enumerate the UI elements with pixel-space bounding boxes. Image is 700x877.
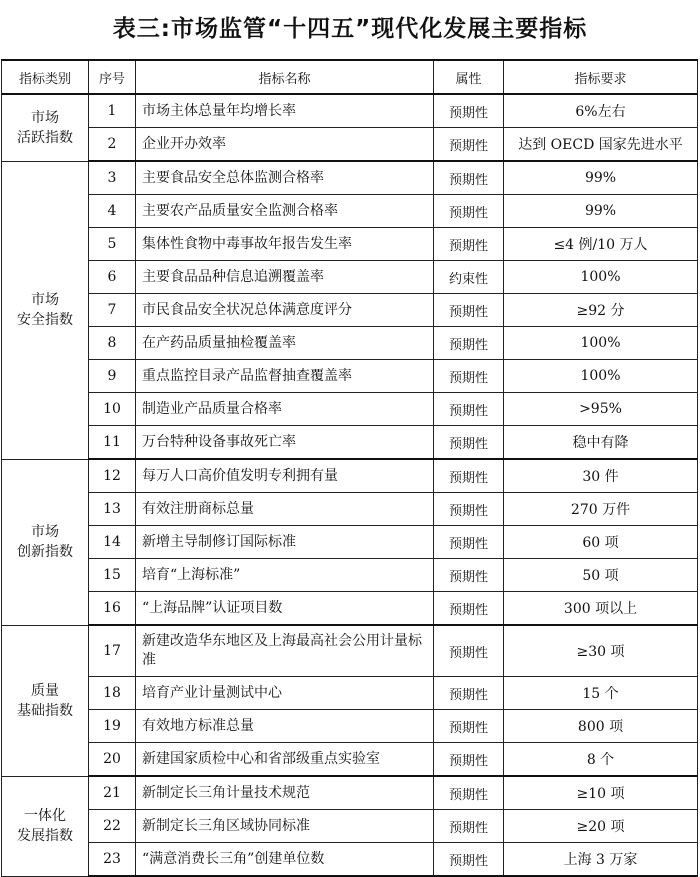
indicator-requirement: ≤4 例/10 万人 <box>504 228 698 261</box>
indicator-requirement: 稳中有降 <box>504 426 698 460</box>
row-number: 6 <box>89 261 136 294</box>
indicator-attribute: 预期性 <box>434 393 504 426</box>
indicator-name: “满意消费长三角”创建单位数 <box>136 843 434 877</box>
category-cell <box>2 94 89 161</box>
indicator-name: 新增主导制修订国际标准 <box>136 526 434 559</box>
document-title: 表三:市场监管“十四五”现代化发展主要指标 <box>112 16 588 42</box>
table-row <box>2 677 698 710</box>
indicator-name: 企业开办效率 <box>136 128 434 162</box>
row-number: 20 <box>89 743 136 777</box>
category-cell <box>2 459 89 625</box>
table-row <box>2 128 698 162</box>
indicator-name: 有效注册商标总量 <box>136 493 434 526</box>
header-name: 指标名称 <box>136 60 434 94</box>
indicator-attribute: 预期性 <box>434 743 504 777</box>
category-label-line: 市场 <box>31 292 59 308</box>
table-row <box>2 294 698 327</box>
row-number: 23 <box>89 843 136 877</box>
table-row <box>2 195 698 228</box>
indicator-requirement: ≥10 项 <box>504 776 698 810</box>
row-number: 12 <box>89 459 136 493</box>
category-label-line: 市场 <box>31 524 59 540</box>
table-row <box>2 161 698 195</box>
row-number: 19 <box>89 710 136 743</box>
table-header-row <box>2 60 698 94</box>
row-number: 1 <box>89 94 136 128</box>
row-number: 21 <box>89 776 136 810</box>
category-label-line: 创新指数 <box>17 544 73 560</box>
indicator-requirement: 30 件 <box>504 459 698 493</box>
indicator-requirement: ≥92 分 <box>504 294 698 327</box>
indicator-name: 主要食品安全总体监测合格率 <box>136 161 434 195</box>
indicator-name: 培育产业计量测试中心 <box>136 677 434 710</box>
indicator-requirement: 100% <box>504 360 698 393</box>
table-row <box>2 426 698 460</box>
category-label-line: 发展指数 <box>17 828 73 844</box>
indicator-attribute: 预期性 <box>434 776 504 810</box>
indicator-name: 制造业产品质量合格率 <box>136 393 434 426</box>
indicator-attribute: 预期性 <box>434 94 504 128</box>
indicator-name: 集体性食物中毒事故年报告发生率 <box>136 228 434 261</box>
indicator-attribute: 预期性 <box>434 161 504 195</box>
indicator-requirement: 60 项 <box>504 526 698 559</box>
category-label-line: 基础指数 <box>17 702 73 719</box>
header-number: 序号 <box>89 60 136 94</box>
row-number: 18 <box>89 677 136 710</box>
indicator-attribute: 约束性 <box>434 261 504 294</box>
indicator-name: 市民食品安全状况总体满意度评分 <box>136 294 434 327</box>
indicator-name: 新制定长三角计量技术规范 <box>136 776 434 810</box>
table-row <box>2 360 698 393</box>
table-row <box>2 327 698 360</box>
category-label-line: 活跃指数 <box>17 129 73 146</box>
indicator-requirement: 100% <box>504 327 698 360</box>
category-label-line: 安全指数 <box>17 312 73 328</box>
table-row <box>2 559 698 592</box>
indicator-attribute: 预期性 <box>434 360 504 393</box>
row-number: 11 <box>89 426 136 460</box>
category-cell <box>2 625 89 776</box>
header-requirement: 指标要求 <box>504 60 698 94</box>
table-row <box>2 776 698 810</box>
indicator-requirement: 达到 OECD 国家先进水平 <box>504 128 698 162</box>
indicator-requirement: 50 项 <box>504 559 698 592</box>
indicator-attribute: 预期性 <box>434 625 504 677</box>
table-row <box>2 459 698 493</box>
indicator-attribute: 预期性 <box>434 710 504 743</box>
header-attribute: 属性 <box>434 60 504 94</box>
indicator-attribute: 预期性 <box>434 592 504 626</box>
indicator-name: 重点监控目录产品监督抽查覆盖率 <box>136 360 434 393</box>
indicator-requirement: 300 项以上 <box>504 592 698 626</box>
indicator-attribute: 预期性 <box>434 426 504 460</box>
indicator-attribute: 预期性 <box>434 327 504 360</box>
indicator-name: 新制定长三角区域协同标准 <box>136 810 434 843</box>
table-row <box>2 94 698 128</box>
table-body <box>2 94 698 876</box>
indicator-name: 主要农产品质量安全监测合格率 <box>136 195 434 228</box>
indicator-requirement: 99% <box>504 161 698 195</box>
indicator-requirement: 800 项 <box>504 710 698 743</box>
category-cell <box>2 161 89 459</box>
indicator-requirement: 99% <box>504 195 698 228</box>
indicator-attribute: 预期性 <box>434 843 504 877</box>
row-number: 5 <box>89 228 136 261</box>
category-label-line: 市场 <box>31 109 59 126</box>
indicator-attribute: 预期性 <box>434 195 504 228</box>
indicator-attribute: 预期性 <box>434 810 504 843</box>
table-row <box>2 710 698 743</box>
row-number: 22 <box>89 810 136 843</box>
row-number: 8 <box>89 327 136 360</box>
table-row <box>2 493 698 526</box>
indicator-name: 主要食品品种信息追溯覆盖率 <box>136 261 434 294</box>
indicator-name: “上海品牌”认证项目数 <box>136 592 434 626</box>
indicator-requirement: >95% <box>504 393 698 426</box>
indicator-requirement: 上海 3 万家 <box>504 843 698 877</box>
indicator-name: 有效地方标准总量 <box>136 710 434 743</box>
indicator-requirement: ≥20 项 <box>504 810 698 843</box>
indicator-attribute: 预期性 <box>434 559 504 592</box>
indicator-attribute: 预期性 <box>434 526 504 559</box>
indicator-name: 新建改造华东地区及上海最高社会公用计量标准 <box>136 625 434 677</box>
table-row <box>2 843 698 877</box>
indicator-name: 市场主体总量年均增长率 <box>136 94 434 128</box>
indicator-name: 万台特种设备事故死亡率 <box>136 426 434 460</box>
indicator-name: 在产药品质量抽检覆盖率 <box>136 327 434 360</box>
table-row <box>2 261 698 294</box>
indicator-requirement: 100% <box>504 261 698 294</box>
row-number: 4 <box>89 195 136 228</box>
table-row <box>2 592 698 626</box>
indicator-requirement: 15 个 <box>504 677 698 710</box>
indicator-requirement: 6%左右 <box>504 94 698 128</box>
header-category: 指标类别 <box>2 60 89 94</box>
table-row <box>2 393 698 426</box>
table-row <box>2 743 698 777</box>
row-number: 3 <box>89 161 136 195</box>
indicator-attribute: 预期性 <box>434 128 504 162</box>
row-number: 17 <box>89 625 136 677</box>
row-number: 10 <box>89 393 136 426</box>
table-row <box>2 228 698 261</box>
indicator-attribute: 预期性 <box>434 294 504 327</box>
category-label-line: 质量 <box>31 682 59 699</box>
indicator-requirement: 8 个 <box>504 743 698 777</box>
indicator-requirement: ≥30 项 <box>504 625 698 677</box>
indicator-attribute: 预期性 <box>434 677 504 710</box>
row-number: 2 <box>89 128 136 162</box>
category-label-line: 一体化 <box>24 808 66 824</box>
indicator-attribute: 预期性 <box>434 228 504 261</box>
row-number: 7 <box>89 294 136 327</box>
indicator-attribute: 预期性 <box>434 493 504 526</box>
row-number: 9 <box>89 360 136 393</box>
indicator-table <box>1 59 698 877</box>
row-number: 16 <box>89 592 136 626</box>
row-number: 14 <box>89 526 136 559</box>
indicator-requirement: 270 万件 <box>504 493 698 526</box>
row-number: 13 <box>89 493 136 526</box>
indicator-name: 新建国家质检中心和省部级重点实验室 <box>136 743 434 777</box>
table-row <box>2 526 698 559</box>
category-cell <box>2 776 89 876</box>
indicator-name: 每万人口高价值发明专利拥有量 <box>136 459 434 493</box>
indicator-attribute: 预期性 <box>434 459 504 493</box>
indicator-name: 培育“上海标准” <box>136 559 434 592</box>
table-row <box>2 625 698 677</box>
row-number: 15 <box>89 559 136 592</box>
table-row <box>2 810 698 843</box>
